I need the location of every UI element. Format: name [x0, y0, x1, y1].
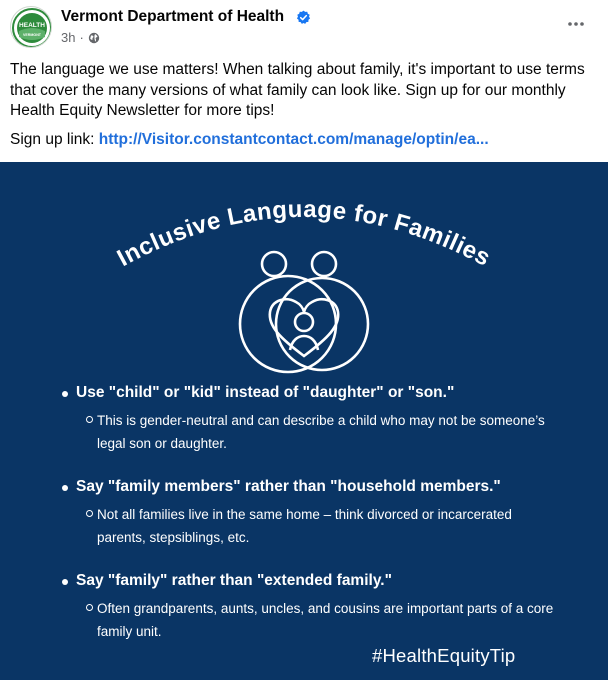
tip-detail: Not all families live in the same home – think divorced or incarcerated parents, stepsiblings, etc. — [97, 507, 512, 545]
graphic-title-text: Inclusive Language for Families — [112, 195, 496, 272]
post-time[interactable]: 3h — [61, 30, 76, 45]
avatar[interactable] — [10, 6, 52, 48]
tip-heading: Say "family" rather than "extended family." — [76, 572, 392, 589]
post-meta — [61, 30, 100, 45]
family-heart-icon — [224, 244, 384, 374]
hashtag: #HealthEquityTip — [372, 645, 516, 666]
signup-label: Sign up link: — [10, 131, 95, 148]
post-header — [0, 0, 608, 56]
verified-badge-icon — [296, 10, 311, 25]
sub-bullet-icon — [86, 604, 93, 611]
bullet-icon — [62, 391, 68, 397]
more-options-icon[interactable] — [566, 20, 586, 28]
logo-text-bottom: VERMONT — [23, 33, 41, 37]
tip-heading: Use "child" or "kid" instead of "daughter" or "son." — [76, 384, 455, 401]
post-body-text: The language we use matters! When talking about family, it's important to use terms that cover the many versions of what family can look like. Sign up for our monthly Health Equity Newsletter for more tips! — [10, 61, 585, 119]
sub-bullet-icon — [86, 416, 93, 423]
post-graphic[interactable] — [0, 162, 608, 680]
globe-icon — [88, 32, 100, 44]
signup-line — [10, 130, 600, 150]
tip-detail: Often grandparents, aunts, uncles, and cousins are important parts of a core family unit. — [97, 601, 554, 639]
logo-text-top: HEALTH — [19, 22, 45, 29]
page-name[interactable]: Vermont Department of Health — [61, 8, 285, 25]
tip-heading: Say "family members" rather than "household members." — [76, 478, 501, 495]
signup-link[interactable]: http://Visitor.constantcontact.com/manage/optin/ea... — [98, 131, 489, 148]
bullet-icon — [62, 485, 68, 491]
sub-bullet-icon — [86, 510, 93, 517]
meta-separator: · — [79, 30, 84, 45]
vermont-health-logo-icon — [11, 7, 52, 48]
tip-detail: This is gender-neutral and can describe a child who may not be someone’s legal son or daughter. — [97, 413, 545, 451]
bullet-icon — [62, 579, 68, 585]
